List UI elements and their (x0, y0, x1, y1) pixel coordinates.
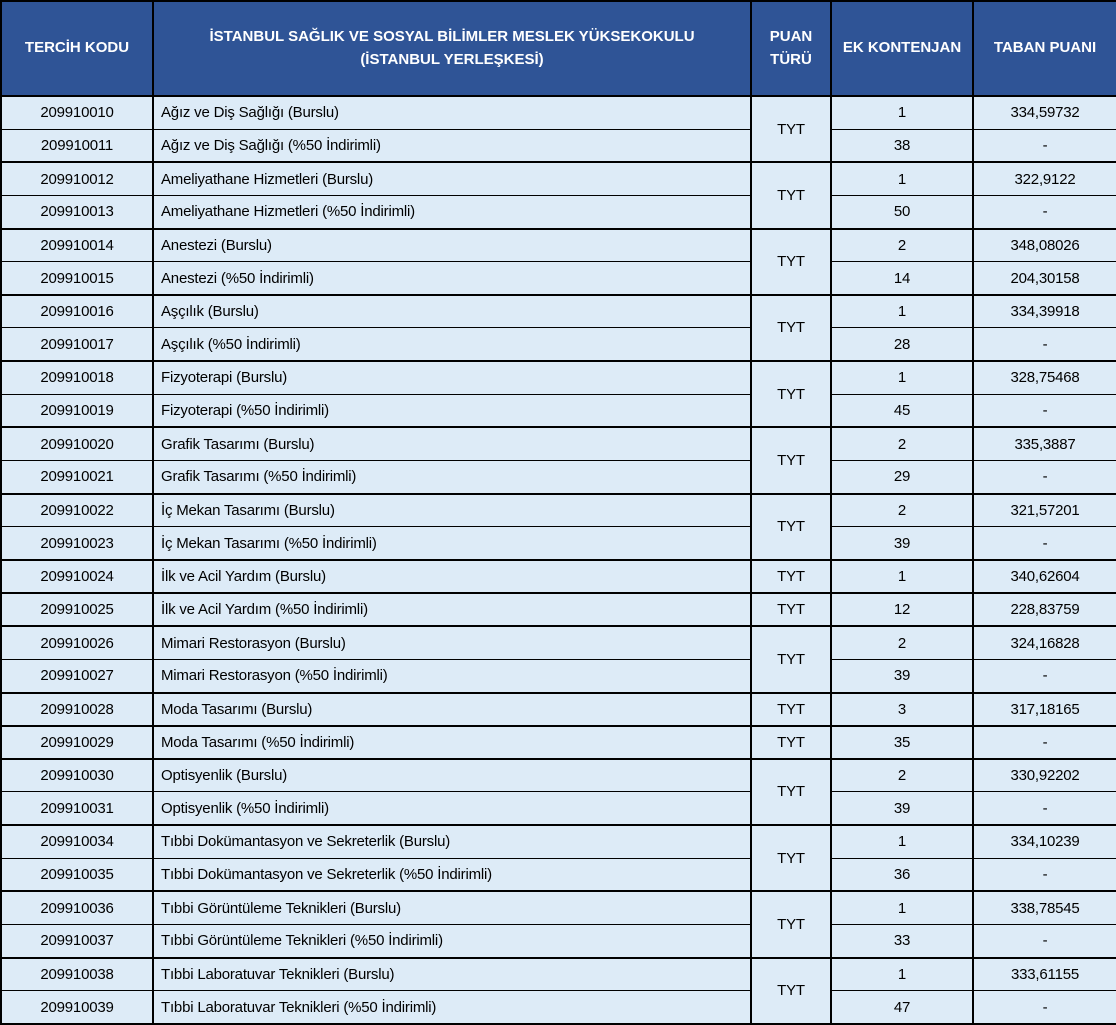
school-title-line1: İSTANBUL SAĞLIK VE SOSYAL BİLİMLER MESLEK YÜKSEKOKULU (209, 28, 695, 45)
program-cell: Optisyenlik (Burslu) (153, 759, 751, 792)
table-body (1, 96, 1116, 1024)
tercih-kodu-cell: 209910034 (1, 825, 153, 858)
ek-kontenjan-cell: 2 (831, 494, 973, 527)
tercih-kodu-cell: 209910016 (1, 295, 153, 328)
taban-puani-cell: 340,62604 (973, 560, 1116, 593)
ek-kontenjan-cell: 33 (831, 925, 973, 958)
tercih-kodu-cell: 209910021 (1, 461, 153, 494)
taban-puani-cell: 348,08026 (973, 229, 1116, 262)
taban-puani-cell: 322,9122 (973, 162, 1116, 195)
table-row (1, 593, 1116, 626)
puan-turu-cell: TYT (751, 726, 831, 759)
ek-kontenjan-cell: 1 (831, 891, 973, 924)
taban-puani-cell: - (973, 527, 1116, 560)
table-row (1, 394, 1116, 427)
ek-kontenjan-cell: 29 (831, 461, 973, 494)
table-row (1, 262, 1116, 295)
program-cell: Fizyoterapi (Burslu) (153, 361, 751, 394)
program-cell: Tıbbi Görüntüleme Teknikleri (%50 İndirimli) (153, 925, 751, 958)
taban-puani-cell: - (973, 394, 1116, 427)
tercih-kodu-cell: 209910013 (1, 195, 153, 228)
table-row (1, 991, 1116, 1024)
taban-puani-cell: 333,61155 (973, 958, 1116, 991)
puan-turu-cell: TYT (751, 825, 831, 891)
puan-turu-cell: TYT (751, 494, 831, 560)
program-cell: Moda Tasarımı (%50 İndirimli) (153, 726, 751, 759)
taban-puani-cell: - (973, 858, 1116, 891)
program-cell: Tıbbi Dokümantasyon ve Sekreterlik (Burslu) (153, 825, 751, 858)
taban-puani-cell: 324,16828 (973, 626, 1116, 659)
ek-kontenjan-cell: 38 (831, 129, 973, 162)
tercih-kodu-cell: 209910022 (1, 494, 153, 527)
tercih-kodu-cell: 209910011 (1, 129, 153, 162)
ek-kontenjan-cell: 1 (831, 560, 973, 593)
taban-puani-cell: - (973, 792, 1116, 825)
ek-kontenjan-cell: 2 (831, 759, 973, 792)
taban-puani-cell: 228,83759 (973, 593, 1116, 626)
tercih-kodu-cell: 209910018 (1, 361, 153, 394)
tercih-kodu-cell: 209910024 (1, 560, 153, 593)
program-cell: İç Mekan Tasarımı (Burslu) (153, 494, 751, 527)
ek-kontenjan-cell: 39 (831, 659, 973, 692)
taban-puani-cell: - (973, 659, 1116, 692)
tercih-kodu-cell: 209910030 (1, 759, 153, 792)
table-row (1, 461, 1116, 494)
tercih-kodu-cell: 209910027 (1, 659, 153, 692)
puan-turu-cell: TYT (751, 693, 831, 726)
table-row (1, 891, 1116, 924)
program-cell: İlk ve Acil Yardım (%50 İndirimli) (153, 593, 751, 626)
taban-puani-cell: 204,30158 (973, 262, 1116, 295)
puan-turu-cell: TYT (751, 759, 831, 825)
taban-puani-cell: - (973, 328, 1116, 361)
table-row (1, 229, 1116, 262)
program-cell: Tıbbi Görüntüleme Teknikleri (Burslu) (153, 891, 751, 924)
table-row (1, 792, 1116, 825)
table-row (1, 825, 1116, 858)
taban-puani-cell: 334,10239 (973, 825, 1116, 858)
program-cell: İlk ve Acil Yardım (Burslu) (153, 560, 751, 593)
program-cell: Mimari Restorasyon (Burslu) (153, 626, 751, 659)
tercih-kodu-cell: 209910025 (1, 593, 153, 626)
taban-puani-cell: - (973, 991, 1116, 1024)
taban-puani-cell: 330,92202 (973, 759, 1116, 792)
taban-puani-cell: - (973, 925, 1116, 958)
program-cell: Optisyenlik (%50 İndirimli) (153, 792, 751, 825)
program-cell: Ameliyathane Hizmetleri (%50 İndirimli) (153, 195, 751, 228)
taban-puani-cell: - (973, 195, 1116, 228)
col-header-ek-kontenjan: EK KONTENJAN (831, 1, 973, 96)
table-row (1, 361, 1116, 394)
ek-kontenjan-cell: 35 (831, 726, 973, 759)
ek-kontenjan-cell: 14 (831, 262, 973, 295)
ek-kontenjan-cell: 1 (831, 96, 973, 129)
taban-puani-cell: - (973, 129, 1116, 162)
table-row (1, 295, 1116, 328)
table-row (1, 858, 1116, 891)
tercih-kodu-cell: 209910010 (1, 96, 153, 129)
tercih-kodu-cell: 209910031 (1, 792, 153, 825)
puan-turu-cell: TYT (751, 162, 831, 228)
ek-kontenjan-cell: 2 (831, 427, 973, 460)
taban-puani-cell: 321,57201 (973, 494, 1116, 527)
table-row (1, 96, 1116, 129)
tercih-kodu-cell: 209910038 (1, 958, 153, 991)
col-header-tercih-kodu: TERCİH KODU (1, 1, 153, 96)
tercih-kodu-cell: 209910015 (1, 262, 153, 295)
tercih-kodu-cell: 209910020 (1, 427, 153, 460)
program-cell: Tıbbi Laboratuvar Teknikleri (%50 İndirimli) (153, 991, 751, 1024)
col-header-school (153, 1, 751, 96)
table-row (1, 494, 1116, 527)
ek-kontenjan-cell: 3 (831, 693, 973, 726)
ek-kontenjan-cell: 39 (831, 792, 973, 825)
table-row (1, 162, 1116, 195)
program-cell: Tıbbi Dokümantasyon ve Sekreterlik (%50 İndirimli) (153, 858, 751, 891)
table-row (1, 560, 1116, 593)
tercih-kodu-cell: 209910026 (1, 626, 153, 659)
puan-turu-cell: TYT (751, 891, 831, 957)
puan-turu-cell: TYT (751, 427, 831, 493)
tercih-kodu-cell: 209910037 (1, 925, 153, 958)
puan-turu-cell: TYT (751, 560, 831, 593)
program-cell: Ağız ve Diş Sağlığı (Burslu) (153, 96, 751, 129)
puan-turu-cell: TYT (751, 361, 831, 427)
ek-kontenjan-cell: 39 (831, 527, 973, 560)
program-cell: Moda Tasarımı (Burslu) (153, 693, 751, 726)
taban-puani-cell: 338,78545 (973, 891, 1116, 924)
table-row (1, 129, 1116, 162)
table-row (1, 925, 1116, 958)
ek-kontenjan-cell: 28 (831, 328, 973, 361)
tercih-kodu-cell: 209910039 (1, 991, 153, 1024)
table-row (1, 726, 1116, 759)
program-cell: Grafik Tasarımı (%50 İndirimli) (153, 461, 751, 494)
program-cell: Tıbbi Laboratuvar Teknikleri (Burslu) (153, 958, 751, 991)
tercih-kodu-cell: 209910014 (1, 229, 153, 262)
program-cell: Grafik Tasarımı (Burslu) (153, 427, 751, 460)
tercih-kodu-cell: 209910017 (1, 328, 153, 361)
taban-puani-cell: - (973, 726, 1116, 759)
table-row (1, 427, 1116, 460)
col-header-taban-puani: TABAN PUANI (973, 1, 1116, 96)
program-cell: Ameliyathane Hizmetleri (Burslu) (153, 162, 751, 195)
program-cell: Anestezi (%50 İndirimli) (153, 262, 751, 295)
taban-puani-cell: 335,3887 (973, 427, 1116, 460)
puan-turu-cell: TYT (751, 229, 831, 295)
ek-kontenjan-cell: 2 (831, 626, 973, 659)
tercih-kodu-cell: 209910012 (1, 162, 153, 195)
tercih-kodu-cell: 209910029 (1, 726, 153, 759)
program-cell: Mimari Restorasyon (%50 İndirimli) (153, 659, 751, 692)
taban-puani-cell: - (973, 461, 1116, 494)
ek-kontenjan-cell: 1 (831, 162, 973, 195)
ek-kontenjan-cell: 1 (831, 958, 973, 991)
ek-kontenjan-cell: 1 (831, 295, 973, 328)
header-row (1, 1, 1116, 96)
ek-kontenjan-cell: 1 (831, 825, 973, 858)
program-cell: Aşçılık (Burslu) (153, 295, 751, 328)
taban-puani-cell: 334,59732 (973, 96, 1116, 129)
table-row (1, 195, 1116, 228)
ek-kontenjan-cell: 47 (831, 991, 973, 1024)
table-row (1, 958, 1116, 991)
table-row (1, 659, 1116, 692)
table-row (1, 693, 1116, 726)
program-cell: Fizyoterapi (%50 İndirimli) (153, 394, 751, 427)
school-title-line2: (İSTANBUL YERLEŞKESİ) (360, 50, 544, 68)
col-header-puan-turu: PUAN TÜRÜ (751, 1, 831, 96)
ek-kontenjan-cell: 45 (831, 394, 973, 427)
tercih-kodu-cell: 209910023 (1, 527, 153, 560)
ek-kontenjan-cell: 36 (831, 858, 973, 891)
table-row (1, 759, 1116, 792)
ek-kontenjan-cell: 50 (831, 195, 973, 228)
table-row (1, 626, 1116, 659)
tercih-kodu-cell: 209910019 (1, 394, 153, 427)
program-cell: Ağız ve Diş Sağlığı (%50 İndirimli) (153, 129, 751, 162)
program-cell: İç Mekan Tasarımı (%50 İndirimli) (153, 527, 751, 560)
program-cell: Aşçılık (%50 İndirimli) (153, 328, 751, 361)
ek-kontenjan-cell: 1 (831, 361, 973, 394)
tercih-kodu-cell: 209910035 (1, 858, 153, 891)
puan-turu-cell: TYT (751, 96, 831, 162)
tercih-kodu-cell: 209910028 (1, 693, 153, 726)
taban-puani-cell: 317,18165 (973, 693, 1116, 726)
ek-kontenjan-cell: 2 (831, 229, 973, 262)
puan-turu-cell: TYT (751, 626, 831, 692)
taban-puani-cell: 328,75468 (973, 361, 1116, 394)
table-row (1, 527, 1116, 560)
puan-turu-cell: TYT (751, 295, 831, 361)
program-cell: Anestezi (Burslu) (153, 229, 751, 262)
tercih-kodu-cell: 209910036 (1, 891, 153, 924)
table-row (1, 328, 1116, 361)
puan-turu-cell: TYT (751, 958, 831, 1024)
taban-puani-cell: 334,39918 (973, 295, 1116, 328)
ek-kontenjan-cell: 12 (831, 593, 973, 626)
puan-turu-cell: TYT (751, 593, 831, 626)
